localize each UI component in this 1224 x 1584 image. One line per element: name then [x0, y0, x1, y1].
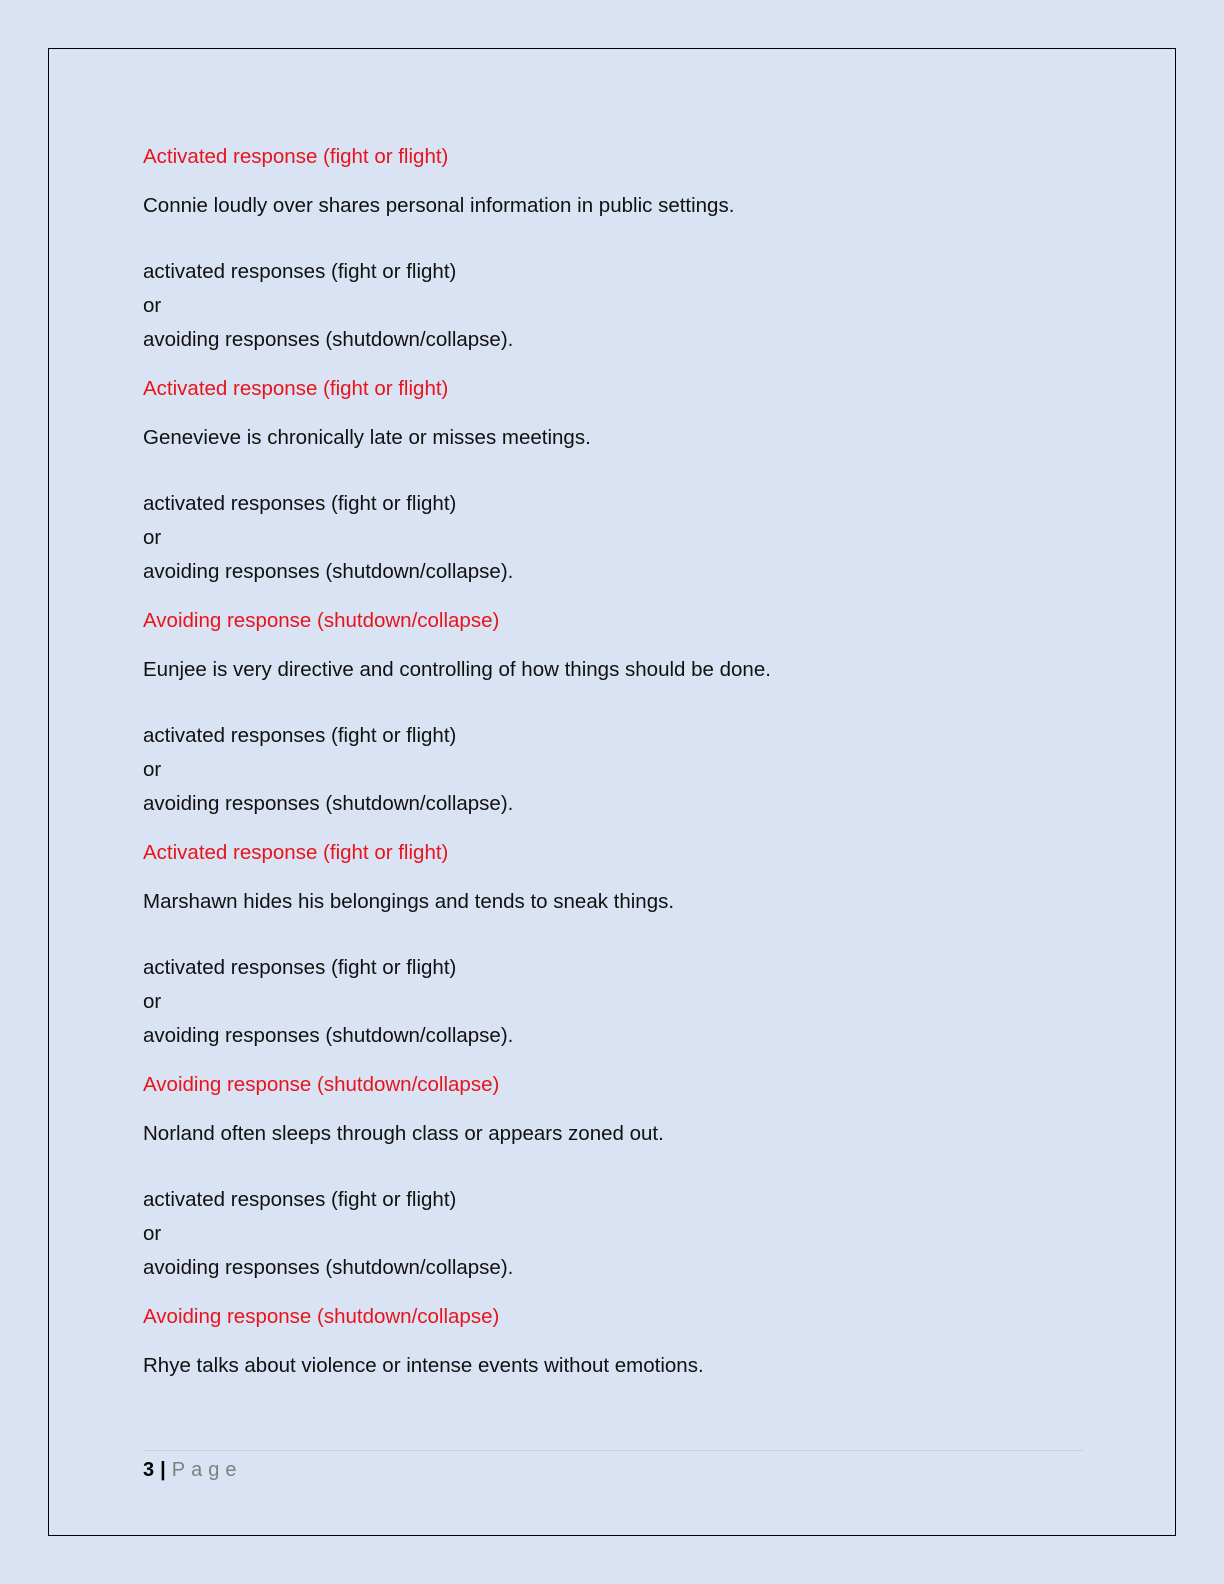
answer-text: Activated response (fight or flight) — [143, 841, 449, 864]
choice-activated: activated responses (fight or flight) — [143, 724, 457, 747]
footer-rule — [143, 1450, 1083, 1451]
scenario-text: Connie loudly over shares personal information in public settings. — [143, 194, 735, 217]
answer-text: Activated response (fight or flight) — [143, 145, 449, 168]
answer-text: Activated response (fight or flight) — [143, 377, 449, 400]
choice-or: or — [143, 526, 162, 549]
choice-avoiding: avoiding responses (shutdown/collapse). — [143, 560, 514, 583]
answer-text: Avoiding response (shutdown/collapse) — [143, 609, 500, 632]
scenario-text: Genevieve is chronically late or misses meetings. — [143, 426, 591, 449]
choice-avoiding: avoiding responses (shutdown/collapse). — [143, 328, 514, 351]
choice-avoiding: avoiding responses (shutdown/collapse). — [143, 1024, 514, 1047]
choice-activated: activated responses (fight or flight) — [143, 260, 457, 283]
choice-avoiding: avoiding responses (shutdown/collapse). — [143, 792, 514, 815]
page-label: Page — [171, 1459, 243, 1481]
scenario-text: Eunjee is very directive and controlling of how things should be done. — [143, 658, 771, 681]
scenario-text: Norland often sleeps through class or appears zoned out. — [143, 1122, 664, 1145]
choice-or: or — [143, 1222, 162, 1245]
choice-or: or — [143, 758, 162, 781]
document-body — [143, 140, 1083, 1383]
scenario-text: Rhye talks about violence or intense events without emotions. — [143, 1354, 704, 1377]
page-number: 3 — [143, 1459, 155, 1481]
choice-activated: activated responses (fight or flight) — [143, 1188, 457, 1211]
answer-text: Avoiding response (shutdown/collapse) — [143, 1305, 500, 1328]
choice-or: or — [143, 990, 162, 1013]
choice-or: or — [143, 294, 162, 317]
scenario-text: Marshawn hides his belongings and tends to sneak things. — [143, 890, 675, 913]
choice-avoiding: avoiding responses (shutdown/collapse). — [143, 1256, 514, 1279]
answer-text: Avoiding response (shutdown/collapse) — [143, 1073, 500, 1096]
footer-separator: | — [160, 1459, 166, 1481]
choice-activated: activated responses (fight or flight) — [143, 492, 457, 515]
page-footer — [143, 1455, 242, 1485]
choice-activated: activated responses (fight or flight) — [143, 956, 457, 979]
